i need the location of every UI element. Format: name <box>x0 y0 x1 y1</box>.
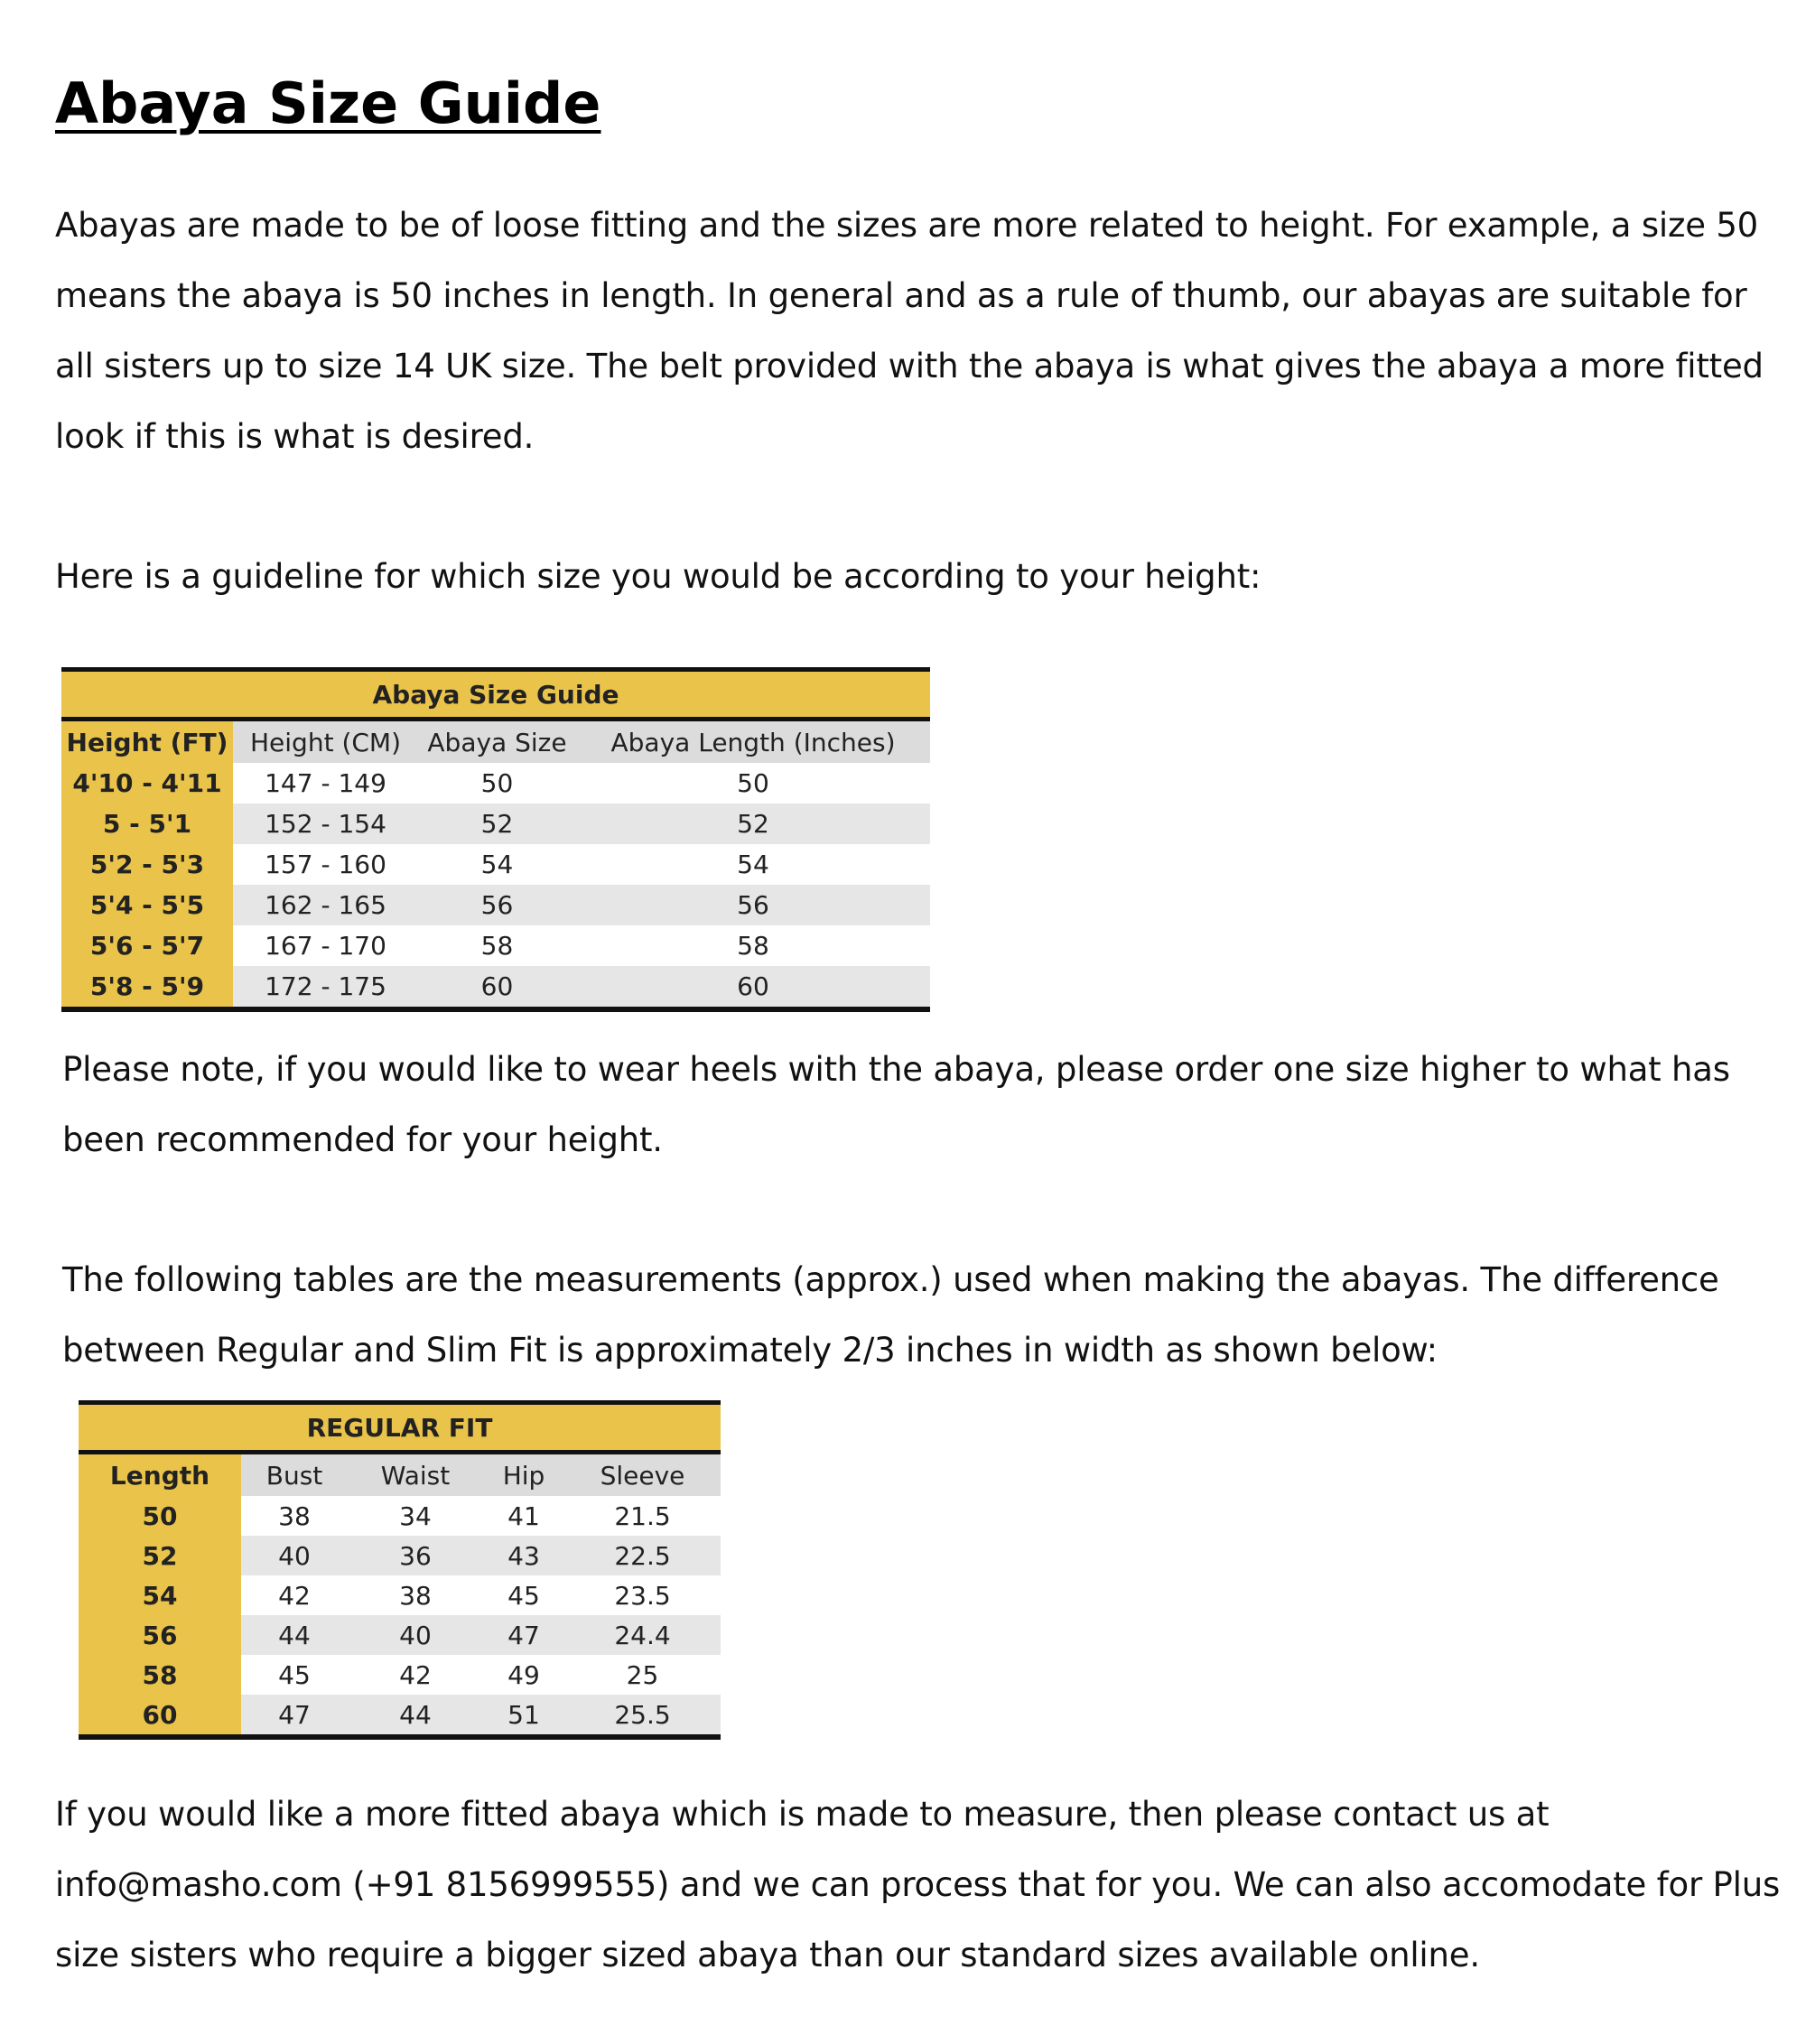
table-cell: 4'10 - 4'11 <box>61 763 233 804</box>
table-cell: 34 <box>348 1496 483 1536</box>
table-cell: 41 <box>483 1496 564 1536</box>
table-cell: 42 <box>348 1655 483 1695</box>
table-cell: 45 <box>483 1575 564 1615</box>
table-cell: 50 <box>79 1496 241 1536</box>
abaya-size-guide-table <box>61 667 930 1012</box>
table-cell: 47 <box>241 1695 348 1737</box>
table-row <box>79 1575 721 1615</box>
table-cell: 24.4 <box>564 1615 721 1655</box>
table-cell: 22.5 <box>564 1536 721 1575</box>
table-caption: REGULAR FIT <box>79 1403 721 1453</box>
table-cell: 44 <box>348 1695 483 1737</box>
table-cell: 44 <box>241 1615 348 1655</box>
table-cell: 42 <box>241 1575 348 1615</box>
table-cell: 157 - 160 <box>233 844 418 885</box>
table-row <box>61 966 930 1009</box>
table-cell: 56 <box>576 885 930 925</box>
column-header: Length <box>79 1453 241 1497</box>
table-row <box>61 925 930 966</box>
table-cell: 54 <box>418 844 576 885</box>
table-cell: 51 <box>483 1695 564 1737</box>
table-row <box>61 804 930 844</box>
measurements-paragraph: The following tables are the measurements (approx.) used when making the abayas. The difference between Regular and Slim Fit is approximately 2/3 inches in width as shown below: <box>62 1260 1719 1370</box>
table-cell: 52 <box>576 804 930 844</box>
column-header: Bust <box>241 1453 348 1497</box>
table-cell: 58 <box>576 925 930 966</box>
table-cell: 43 <box>483 1536 564 1575</box>
table-cell: 52 <box>79 1536 241 1575</box>
column-header: Sleeve <box>564 1453 721 1497</box>
table-cell: 5'8 - 5'9 <box>61 966 233 1009</box>
table-cell: 40 <box>348 1615 483 1655</box>
table-cell: 5 - 5'1 <box>61 804 233 844</box>
table-cell: 50 <box>576 763 930 804</box>
contact-paragraph: If you would like a more fitted abaya which is made to measure, then please contact us at info@masho.com (+91 8156999555) and we can process that for you. We can also accomodate for Plus size sisters who require a bigger sized abaya than our standard sizes available online. <box>55 1795 1781 1974</box>
table-cell: 58 <box>79 1655 241 1695</box>
table-row <box>61 844 930 885</box>
guideline-paragraph: Here is a guideline for which size you would be according to your height: <box>55 557 1261 596</box>
table-row <box>79 1536 721 1575</box>
table-caption: Abaya Size Guide <box>61 670 930 720</box>
column-header: Abaya Size <box>418 720 576 764</box>
column-header: Abaya Length (Inches) <box>576 720 930 764</box>
table-cell: 60 <box>576 966 930 1009</box>
table-cell: 25.5 <box>564 1695 721 1737</box>
intro-paragraph: Abayas are made to be of loose fitting and the sizes are more related to height. For example, a size 50 means the abaya is 50 inches in length. In general and as a rule of thumb, our abayas are suitable for all sisters up to size 14 UK size. The belt provided with the abaya is what gives the abaya a more fitted look if this is what is desired. <box>55 206 1764 456</box>
column-header: Height (CM) <box>233 720 418 764</box>
table-cell: 167 - 170 <box>233 925 418 966</box>
table-cell: 56 <box>79 1615 241 1655</box>
table-cell: 21.5 <box>564 1496 721 1536</box>
table-cell: 25 <box>564 1655 721 1695</box>
table-header-row <box>61 720 930 764</box>
column-header: Waist <box>348 1453 483 1497</box>
regular-fit-table <box>79 1400 721 1740</box>
table-cell: 49 <box>483 1655 564 1695</box>
table-cell: 60 <box>79 1695 241 1737</box>
table-row <box>79 1655 721 1695</box>
table-cell: 58 <box>418 925 576 966</box>
table-cell: 5'2 - 5'3 <box>61 844 233 885</box>
table-row <box>61 763 930 804</box>
table-row <box>79 1695 721 1737</box>
table-cell: 56 <box>418 885 576 925</box>
table-cell: 23.5 <box>564 1575 721 1615</box>
table-header-row <box>79 1453 721 1497</box>
table-cell: 40 <box>241 1536 348 1575</box>
table-row <box>79 1496 721 1536</box>
heels-note-paragraph: Please note, if you would like to wear heels with the abaya, please order one size higher to what has been recommended for your height. <box>62 1050 1730 1159</box>
table-cell: 60 <box>418 966 576 1009</box>
column-header: Height (FT) <box>61 720 233 764</box>
table-cell: 152 - 154 <box>233 804 418 844</box>
table-cell: 52 <box>418 804 576 844</box>
table-cell: 172 - 175 <box>233 966 418 1009</box>
table-cell: 45 <box>241 1655 348 1695</box>
table-cell: 5'4 - 5'5 <box>61 885 233 925</box>
table-cell: 38 <box>241 1496 348 1536</box>
page-title: Abaya Size Guide <box>55 70 601 136</box>
table-cell: 54 <box>79 1575 241 1615</box>
table-row <box>79 1615 721 1655</box>
table-cell: 36 <box>348 1536 483 1575</box>
table-row <box>61 885 930 925</box>
table-cell: 38 <box>348 1575 483 1615</box>
table-cell: 147 - 149 <box>233 763 418 804</box>
table-cell: 162 - 165 <box>233 885 418 925</box>
column-header: Hip <box>483 1453 564 1497</box>
table-cell: 47 <box>483 1615 564 1655</box>
table-cell: 54 <box>576 844 930 885</box>
table-cell: 50 <box>418 763 576 804</box>
table-cell: 5'6 - 5'7 <box>61 925 233 966</box>
